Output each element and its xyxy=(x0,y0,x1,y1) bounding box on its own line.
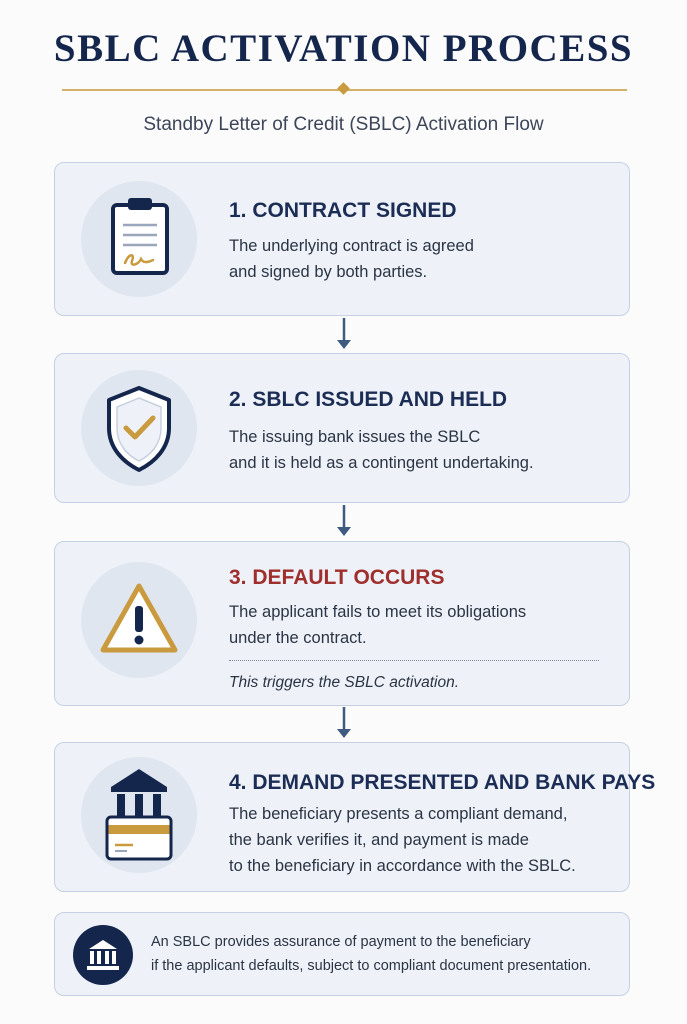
page-subtitle: Standby Letter of Credit (SBLC) Activation Flow xyxy=(143,114,544,135)
page-title: SBLC ACTIVATION PROCESS xyxy=(53,27,634,70)
flow-arrow-icon xyxy=(334,505,354,539)
step-title: 2. SBLC ISSUED AND HELD xyxy=(229,388,508,411)
step-description: The applicant fails to meet its obligations under the contract. xyxy=(229,603,527,647)
warning-triangle-icon xyxy=(81,562,197,678)
summary-text: An SBLC provides assurance of payment to the beneficiary if the applicant defaults, subject to compliant document presentation. xyxy=(151,934,592,974)
divider-diamond-icon xyxy=(337,82,350,95)
flow-arrow-icon xyxy=(334,318,354,352)
step-card-1 xyxy=(54,162,630,316)
step-card-2 xyxy=(54,353,630,503)
clipboard-signature-icon xyxy=(81,181,197,297)
step-description: The issuing bank issues the SBLC and it is held as a contingent undertaking. xyxy=(229,428,534,472)
step-description: The underlying contract is agreed and signed by both parties. xyxy=(229,237,474,281)
step-card-4 xyxy=(54,742,656,892)
flow-arrow-icon xyxy=(334,707,354,741)
summary-note xyxy=(54,912,630,996)
bank-card-icon xyxy=(81,757,197,873)
step-title: 3. DEFAULT OCCURS xyxy=(229,566,445,589)
step-card-3 xyxy=(54,541,630,706)
step-title: 1. CONTRACT SIGNED xyxy=(229,199,457,222)
step-title: 4. DEMAND PRESENTED AND BANK PAYS xyxy=(229,771,656,794)
shield-check-icon xyxy=(81,370,197,486)
bank-icon xyxy=(73,925,133,985)
step-note: This triggers the SBLC activation. xyxy=(229,674,460,691)
note-divider xyxy=(229,660,599,661)
step-description: The beneficiary presents a compliant demand, the bank verifies it, and payment is made to the beneficiary in accordance with the SBLC. xyxy=(229,805,576,875)
